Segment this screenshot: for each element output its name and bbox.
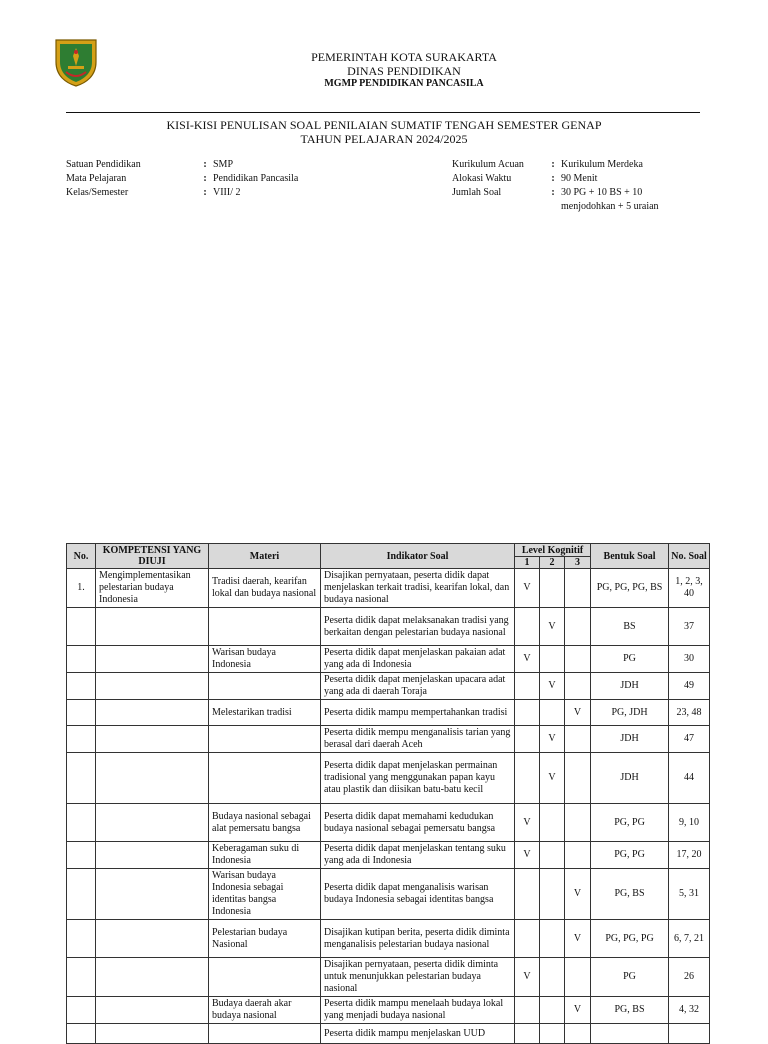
cell-level-2 [540,997,565,1024]
cell-indikator: Peserta didik dapat menjelaskan upacara adat yang ada di daerah Toraja [321,673,515,700]
info-row [66,186,333,200]
info-row [452,186,681,214]
cell-no-soal: 47 [669,726,710,753]
cell-level-3 [565,569,591,608]
table-row [67,700,710,726]
header-level-1: 1 [515,557,540,569]
cell-bentuk-soal [591,1024,669,1044]
cell-level-1 [515,673,540,700]
info-colon: : [551,187,555,198]
cell-no-soal: 37 [669,608,710,646]
cell-kompetensi [96,646,209,673]
institution-header [200,50,608,90]
cell-level-2 [540,958,565,997]
table-row [67,997,710,1024]
table-row [67,673,710,700]
info-label: Jumlah Soal [452,187,502,198]
cell-materi [209,753,321,804]
header-kompetensi: KOMPETENSI YANG DIUJI [96,544,209,569]
info-colon: : [203,159,207,170]
title-line-1: KISI-KISI PENULISAN SOAL PENILAIAN SUMATIF TENGAH SEMESTER GENAP [166,118,602,132]
cell-indikator: Peserta didik mampu menjelaskan UUD [321,1024,515,1044]
cell-no-soal: 6, 7, 21 [669,920,710,958]
table-row [67,958,710,997]
cell-no [67,869,96,920]
cell-indikator: Peserta didik mampu menelaah budaya lokal yang menjadi budaya nasional [321,997,515,1024]
cell-level-1 [515,1024,540,1044]
cell-bentuk-soal: PG, BS [591,997,669,1024]
info-label: Satuan Pendidikan [66,159,141,170]
cell-bentuk-soal: PG, PG [591,804,669,842]
kisi-kisi-table [66,543,710,1044]
header-level-3: 3 [565,557,591,569]
cell-no-soal: 30 [669,646,710,673]
info-label: Mata Pelajaran [66,173,127,184]
cell-indikator: Peserta didik mampu mempertahankan tradisi [321,700,515,726]
info-label: Kurikulum Acuan [452,159,524,170]
info-colon: : [203,187,207,198]
header-materi: Materi [209,544,321,569]
cell-materi: Keberagaman suku di Indonesia [209,842,321,869]
info-value: SMP [213,159,234,170]
cell-level-1 [515,700,540,726]
cell-kompetensi [96,700,209,726]
info-value: Pendidikan Pancasila [213,173,299,184]
cell-no [67,700,96,726]
cell-no [67,920,96,958]
table-body [67,569,710,1044]
cell-no-soal: 9, 10 [669,804,710,842]
cell-level-1 [515,608,540,646]
cell-level-2 [540,869,565,920]
cell-bentuk-soal: PG, PG, PG, BS [591,569,669,608]
cell-no: 1. [67,569,96,608]
cell-indikator: Peserta didik mempu menganalisis tarian yang berasal dari daerah Aceh [321,726,515,753]
header-no: No. [67,544,96,569]
cell-indikator: Peserta didik dapat melaksanakan tradisi yang berkaitan dengan pelestarian budaya nasional [321,608,515,646]
cell-materi [209,726,321,753]
cell-level-3 [565,842,591,869]
cell-bentuk-soal: JDH [591,753,669,804]
cell-level-3 [565,804,591,842]
cell-level-3 [565,753,591,804]
cell-level-2: V [540,753,565,804]
cell-kompetensi: Mengimplementasikan pelestarian budaya Indonesia [96,569,209,608]
cell-bentuk-soal: BS [591,608,669,646]
cell-level-2: V [540,673,565,700]
cell-level-3 [565,958,591,997]
table-row [67,753,710,804]
cell-kompetensi [96,997,209,1024]
cell-level-2 [540,920,565,958]
cell-bentuk-soal: PG [591,646,669,673]
header-level-2: 2 [540,557,565,569]
info-colon: : [203,173,207,184]
cell-kompetensi [96,958,209,997]
cell-level-2 [540,646,565,673]
cell-level-2: V [540,608,565,646]
cell-indikator: Peserta didik dapat menjelaskan permainan tradisional yang menggunakan papan kayu atau plastik dan diisikan batu-batu kecil [321,753,515,804]
table-row [67,869,710,920]
cell-materi: Warisan budaya Indonesia [209,646,321,673]
info-value: 30 PG + 10 BS + 10 menjodohkan + 5 uraian [561,187,659,212]
cell-materi [209,1024,321,1044]
cell-level-1: V [515,569,540,608]
info-colon: : [551,173,555,184]
cell-indikator: Peserta didik dapat menganalisis warisan budaya Indonesia sebagai identitas bangsa [321,869,515,920]
cell-level-1 [515,726,540,753]
cell-no-soal: 5, 31 [669,869,710,920]
info-left [66,158,333,200]
cell-level-1: V [515,646,540,673]
info-row [452,172,681,186]
cell-level-3 [565,726,591,753]
table-row [67,569,710,608]
cell-indikator: Peserta didik dapat menjelaskan pakaian adat yang ada di Indonesia [321,646,515,673]
cell-kompetensi [96,726,209,753]
cell-level-1 [515,997,540,1024]
cell-level-3: V [565,700,591,726]
cell-materi: Warisan budaya Indonesia sebagai identitas bangsa Indonesia [209,869,321,920]
cell-indikator: Peserta didik dapat memahami kedudukan budaya nasional sebagai pemersatu bangsa [321,804,515,842]
cell-level-1: V [515,958,540,997]
cell-kompetensi [96,608,209,646]
info-row [66,158,333,172]
info-row [452,158,681,172]
cell-indikator: Disajikan pernyataan, peserta didik dapat menjelaskan terkait tradisi, kearifan lokal, dan budaya nasional [321,569,515,608]
cell-bentuk-soal: JDH [591,673,669,700]
table-row [67,804,710,842]
cell-no [67,753,96,804]
cell-indikator: Peserta didik dapat menjelaskan tentang suku yang ada di Indonesia [321,842,515,869]
cell-level-1: V [515,842,540,869]
cell-materi: Melestarikan tradisi [209,700,321,726]
cell-no [67,608,96,646]
document-title [84,118,684,146]
cell-level-2 [540,804,565,842]
cell-no [67,726,96,753]
cell-kompetensi [96,869,209,920]
cell-level-3: V [565,920,591,958]
cell-bentuk-soal: JDH [591,726,669,753]
info-value: 90 Menit [561,173,598,184]
cell-no [67,958,96,997]
table-row [67,646,710,673]
cell-no-soal: 17, 20 [669,842,710,869]
header-divider [66,112,700,113]
cell-level-1: V [515,804,540,842]
cell-level-3: V [565,997,591,1024]
info-right [452,158,681,214]
cell-level-2 [540,700,565,726]
cell-materi [209,958,321,997]
cell-no [67,997,96,1024]
cell-level-3 [565,646,591,673]
info-label: Alokasi Waktu [452,173,512,184]
header-indikator: Indikator Soal [321,544,515,569]
cell-no [67,673,96,700]
title-line-2: TAHUN PELAJARAN 2024/2025 [300,132,468,146]
cell-no-soal: 26 [669,958,710,997]
cell-bentuk-soal: PG, PG [591,842,669,869]
cell-level-2: V [540,726,565,753]
cell-no-soal [669,1024,710,1044]
cell-level-3 [565,608,591,646]
info-label: Kelas/Semester [66,187,129,198]
cell-bentuk-soal: PG, JDH [591,700,669,726]
cell-level-3 [565,673,591,700]
header-line-2: DINAS PENDIDIKAN [347,64,461,78]
table-row [67,1024,710,1044]
cell-level-3 [565,1024,591,1044]
cell-materi: Budaya nasional sebagai alat pemersatu bangsa [209,804,321,842]
cell-level-1 [515,920,540,958]
cell-kompetensi [96,673,209,700]
cell-no [67,804,96,842]
cell-level-2 [540,1024,565,1044]
cell-kompetensi [96,804,209,842]
cell-materi: Tradisi daerah, kearifan lokal dan budaya nasional [209,569,321,608]
city-crest-icon [52,36,100,88]
header-bentuk-soal: Bentuk Soal [591,544,669,569]
cell-bentuk-soal: PG [591,958,669,997]
cell-materi: Pelestarian budaya Nasional [209,920,321,958]
cell-bentuk-soal: PG, PG, PG [591,920,669,958]
cell-level-1 [515,869,540,920]
info-value: Kurikulum Merdeka [561,159,643,170]
cell-kompetensi [96,753,209,804]
cell-kompetensi [96,920,209,958]
header-level-kognitif: Level Kognitif [515,544,591,557]
cell-materi [209,673,321,700]
header-no-soal: No. Soal [669,544,710,569]
cell-indikator: Disajikan pernyataan, peserta didik diminta untuk menunjukkan pelestarian budaya nasional [321,958,515,997]
cell-bentuk-soal: PG, BS [591,869,669,920]
table-row [67,608,710,646]
cell-indikator: Disajikan kutipan berita, peserta didik diminta menganalisis pelestarian budaya nasional [321,920,515,958]
cell-no-soal: 1, 2, 3, 40 [669,569,710,608]
cell-level-1 [515,753,540,804]
table-row [67,920,710,958]
cell-no-soal: 4, 32 [669,997,710,1024]
cell-no [67,646,96,673]
info-row [66,172,333,186]
table-row [67,726,710,753]
header-line-3: MGMP PENDIDIKAN PANCASILA [324,78,484,89]
cell-level-2 [540,569,565,608]
cell-level-2 [540,842,565,869]
info-colon: : [551,159,555,170]
header-line-1: PEMERINTAH KOTA SURAKARTA [311,50,497,64]
cell-no [67,842,96,869]
cell-materi [209,608,321,646]
cell-kompetensi [96,842,209,869]
info-value: VIII/ 2 [213,187,241,198]
cell-no-soal: 23, 48 [669,700,710,726]
cell-materi: Budaya daerah akar budaya nasional [209,997,321,1024]
cell-no [67,1024,96,1044]
cell-no-soal: 49 [669,673,710,700]
cell-level-3: V [565,869,591,920]
table-row [67,842,710,869]
cell-kompetensi [96,1024,209,1044]
cell-no-soal: 44 [669,753,710,804]
